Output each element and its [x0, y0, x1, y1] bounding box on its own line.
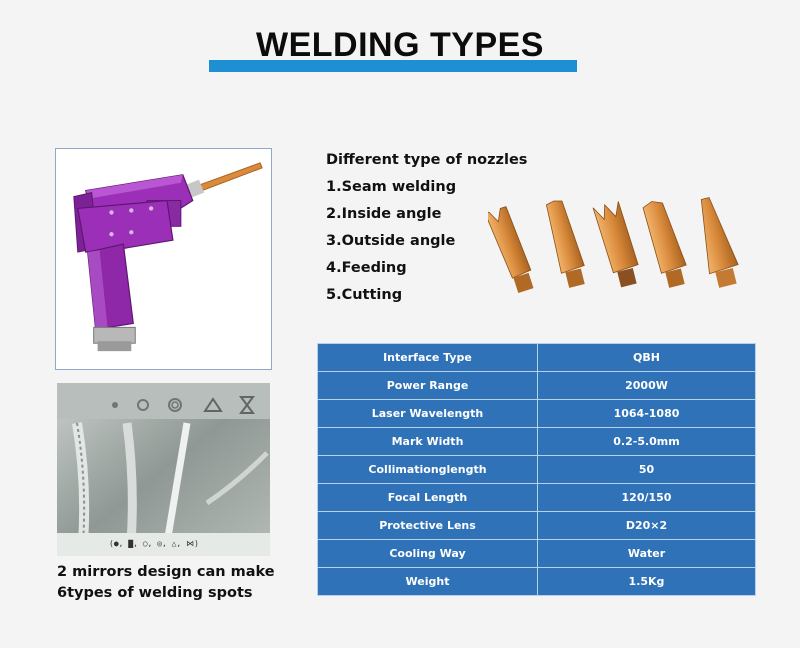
spec-label: Cooling Way [318, 540, 538, 568]
weld-spot-marks: (●, ▇, ○, ◎, △, ⋈) [109, 539, 199, 548]
spec-row [318, 540, 756, 568]
spec-row [318, 512, 756, 540]
weld-caption [57, 562, 317, 604]
spec-label: Laser Wavelength [318, 400, 538, 428]
nozzle-item: 4.Feeding [326, 260, 407, 276]
spec-row [318, 568, 756, 596]
spec-value: QBH [538, 344, 756, 372]
title-block [0, 22, 800, 82]
spec-label: Interface Type [318, 344, 538, 372]
nozzle-list-heading: Different type of nozzles [326, 152, 528, 168]
welding-gun-image [55, 148, 272, 370]
spec-value: 120/150 [538, 484, 756, 512]
weld-samples-illustration [57, 383, 270, 556]
spec-value: 0.2-5.0mm [538, 428, 756, 456]
spec-row [318, 428, 756, 456]
spec-row [318, 372, 756, 400]
caption-line-1: 2 mirrors design can make [57, 564, 275, 580]
nozzles-image [488, 195, 748, 300]
nozzles-illustration [488, 195, 748, 300]
spec-row [318, 344, 756, 372]
spec-label: Weight [318, 568, 538, 596]
spec-label: Collimationglength [318, 456, 538, 484]
nozzle-item: 5.Cutting [326, 287, 403, 303]
spec-value: 2000W [538, 372, 756, 400]
nozzle-item: 2.Inside angle [326, 206, 442, 222]
weld-samples-image [57, 383, 270, 556]
spec-table [317, 343, 756, 596]
spec-value: D20×2 [538, 512, 756, 540]
nozzle-item: 3.Outside angle [326, 233, 456, 249]
spec-row [318, 484, 756, 512]
welding-gun-illustration [56, 149, 271, 369]
spec-row [318, 456, 756, 484]
page-title: WELDING TYPES [256, 26, 544, 64]
spec-row [318, 400, 756, 428]
spec-label: Power Range [318, 372, 538, 400]
spec-value: Water [538, 540, 756, 568]
spec-label: Protective Lens [318, 512, 538, 540]
spec-label: Mark Width [318, 428, 538, 456]
spec-label: Focal Length [318, 484, 538, 512]
caption-line-2: 6types of welding spots [57, 585, 253, 601]
spec-value: 1064-1080 [538, 400, 756, 428]
nozzle-item: 1.Seam welding [326, 179, 457, 195]
spec-value: 50 [538, 456, 756, 484]
spec-value: 1.5Kg [538, 568, 756, 596]
